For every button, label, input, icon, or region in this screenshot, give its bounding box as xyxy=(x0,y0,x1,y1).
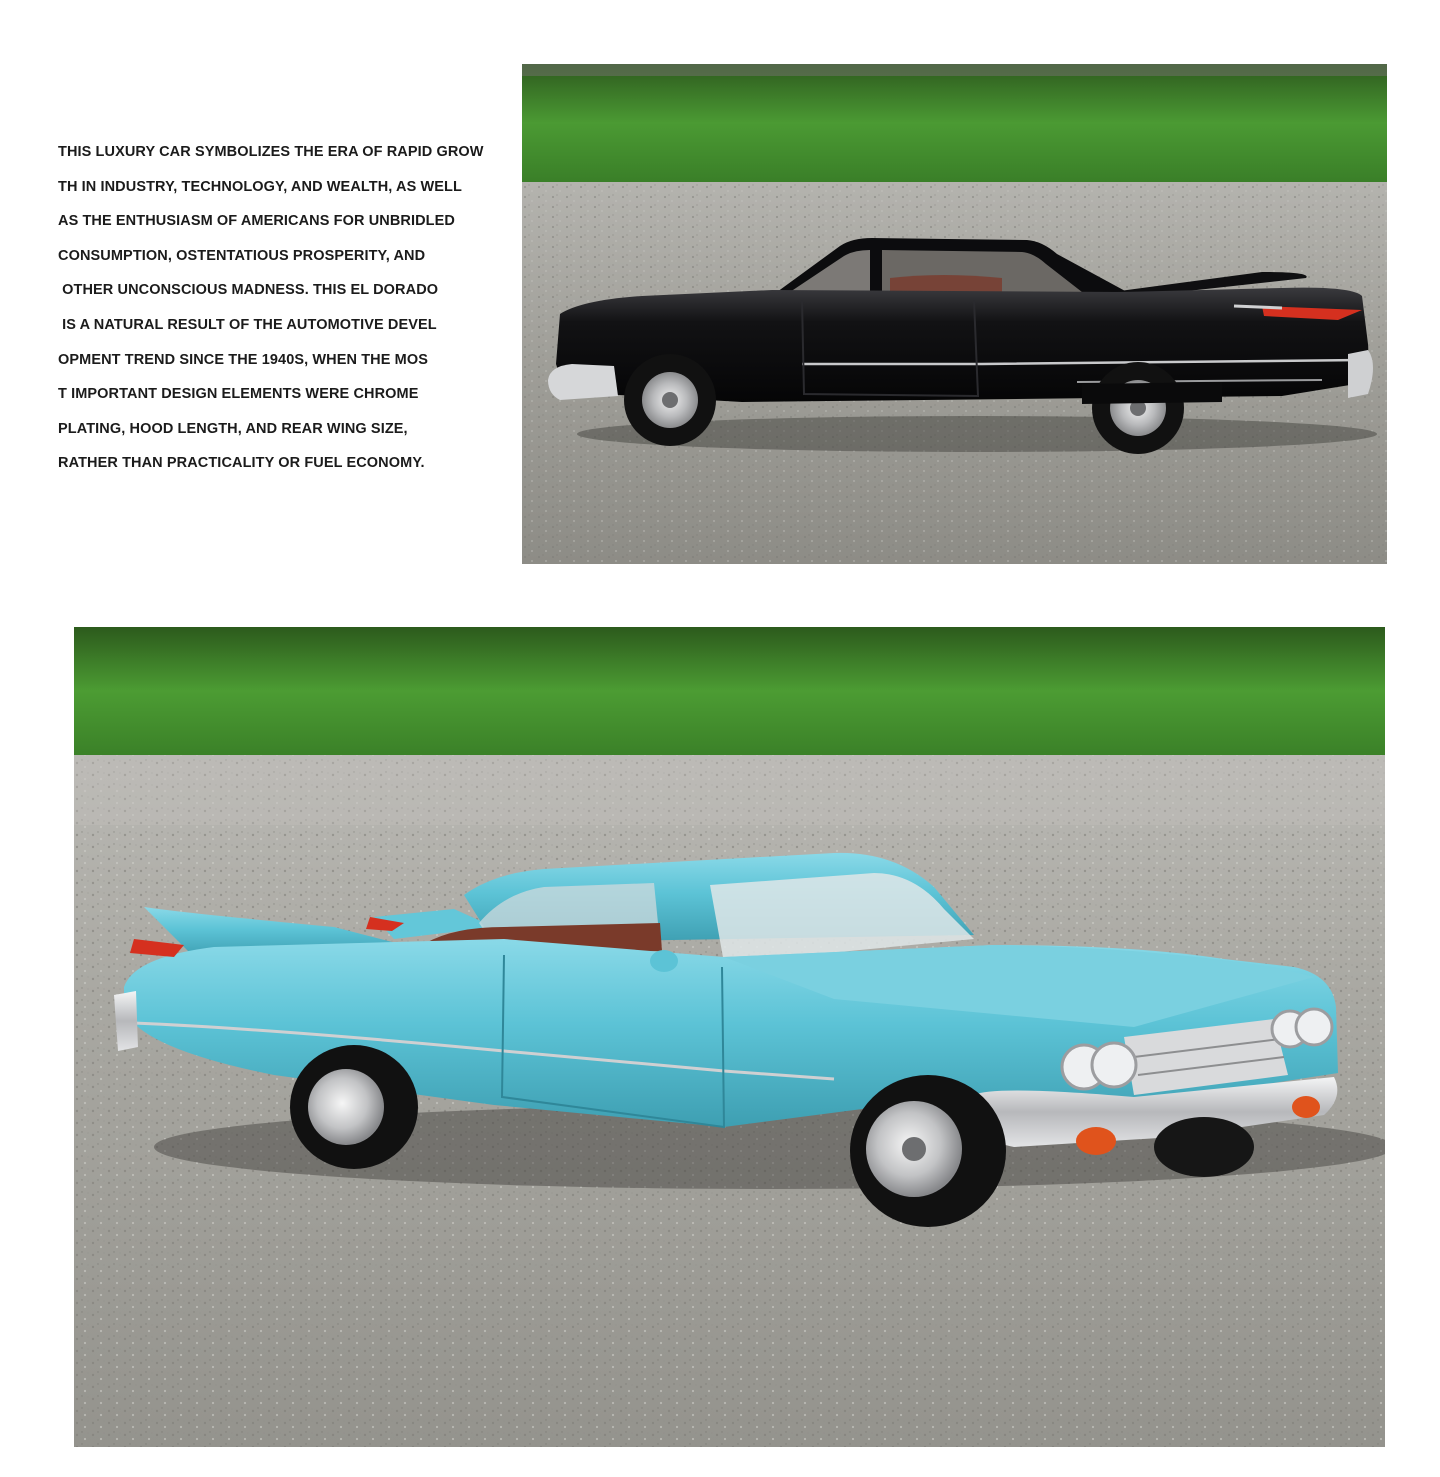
blue-car-photo xyxy=(74,627,1385,1447)
description-text xyxy=(58,135,498,481)
black-car-photo xyxy=(522,64,1387,564)
description-line: CONSUMPTION, OSTENTATIOUS PROSPERITY, AND xyxy=(58,247,426,264)
description-line: T IMPORTANT DESIGN ELEMENTS WERE CHROME xyxy=(58,386,419,403)
grass-band xyxy=(522,64,1387,182)
description-line: TH IN INDUSTRY, TECHNOLOGY, AND WEALTH, AS WELL xyxy=(58,178,462,195)
wheel-rim xyxy=(308,1069,384,1145)
description-line: PLATING, HOOD LENGTH, AND REAR WING SIZE, xyxy=(58,420,408,437)
grass-band xyxy=(74,627,1385,755)
headlight xyxy=(1092,1043,1136,1087)
description-line: OTHER UNCONSCIOUS MADNESS. THIS EL DORADO xyxy=(58,282,439,299)
description-line: OPMENT TREND SINCE THE 1940S, WHEN THE MOS xyxy=(58,351,428,368)
headlight xyxy=(1296,1009,1332,1045)
description-line: RATHER THAN PRACTICALITY OR FUEL ECONOMY. xyxy=(58,455,425,472)
description-line: AS THE ENTHUSIASM OF AMERICANS FOR UNBRIDLED xyxy=(58,213,455,230)
description-line: IS A NATURAL RESULT OF THE AUTOMOTIVE DEVEL xyxy=(58,316,437,333)
description-line: THIS LUXURY CAR SYMBOLIZES THE ERA OF RAPID GROW xyxy=(58,144,484,160)
